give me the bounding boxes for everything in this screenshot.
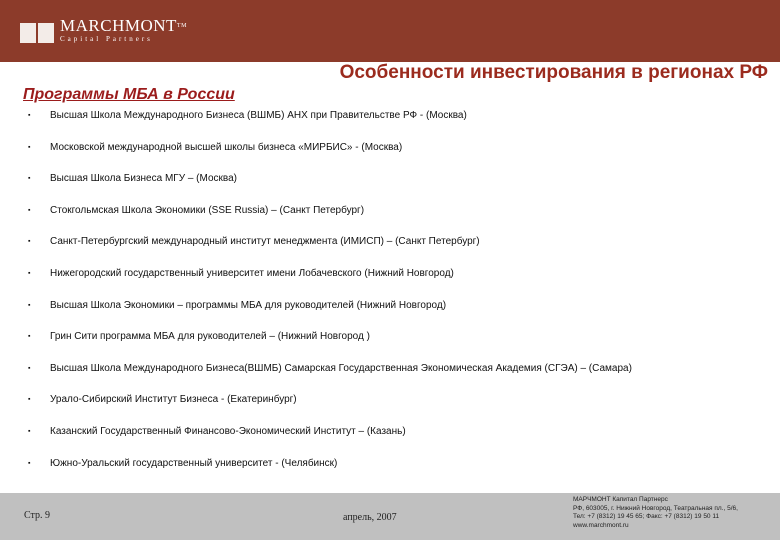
list-item-text: Высшая Школа Международного Бизнеса(ВШМБ) Самарская Государственная Экономическая Академия (СГЭА) – (Самара) xyxy=(50,362,632,374)
page-number: Стр. 9 xyxy=(24,510,51,521)
contact-address: РФ, 603005, г. Нижний Новгород, Театральная пл., 5/6, xyxy=(573,504,738,512)
bullet-icon: ▪ xyxy=(28,333,31,341)
header-bar xyxy=(0,0,780,62)
list-item xyxy=(28,458,632,490)
list-item xyxy=(28,142,632,174)
date: апрель, 2007 xyxy=(343,512,397,523)
bullet-icon: ▪ xyxy=(28,301,31,309)
list-item-text: Санкт-Петербургский международный институт менеджмента (ИМИСП) – (Санкт Петербург) xyxy=(50,236,480,248)
list-item-text: Южно-Уральский государственный университет - (Челябинск) xyxy=(50,457,338,469)
list-item xyxy=(28,300,632,332)
bullet-icon: ▪ xyxy=(28,459,31,467)
list-item xyxy=(28,394,632,426)
castle-icon xyxy=(20,19,54,43)
page-title: Особенности инвестирования в регионах РФ xyxy=(339,62,768,83)
list-item xyxy=(28,268,632,300)
logo-tm: TM xyxy=(176,23,187,29)
bullet-icon: ▪ xyxy=(28,427,31,435)
section-subtitle: Программы МБА в России xyxy=(23,86,235,103)
bullet-icon: ▪ xyxy=(28,206,31,214)
list-item-text: Московской международной высшей школы бизнеса «МИРБИС» - (Москва) xyxy=(50,141,403,153)
list-item xyxy=(28,205,632,237)
list-item xyxy=(28,173,632,205)
bullet-icon: ▪ xyxy=(28,396,31,404)
bullet-icon: ▪ xyxy=(28,238,31,246)
list-item-text: Высшая Школа Экономики – программы МБА для руководителей (Нижний Новгород) xyxy=(50,299,447,311)
bullet-icon: ▪ xyxy=(28,175,31,183)
contact-phone: Тел: +7 (8312) 19 45 65; Факс: +7 (8312) 19 50 11 xyxy=(573,513,720,520)
list-item xyxy=(28,426,632,458)
footer xyxy=(0,493,780,540)
list-item xyxy=(28,236,632,268)
list-item-text: Стокгольмская Школа Экономики (SSE Russia) – (Санкт Петербург) xyxy=(50,204,365,216)
logo-subtitle: Capital Partners xyxy=(60,35,153,43)
contact-company: МАРЧМОНТ Капитал Партнерс xyxy=(573,496,668,503)
list-item-text: Высшая Школа Бизнеса МГУ – (Москва) xyxy=(50,173,237,185)
mba-program-list xyxy=(28,110,632,489)
bullet-icon: ▪ xyxy=(28,112,31,119)
list-item-text: Казанский Государственный Финансово-Экономический Институт – (Казань) xyxy=(50,425,406,437)
marchmont-logo xyxy=(20,17,187,44)
list-item-text: Нижегородский государственный университет имени Лобачевского (Нижний Новгород) xyxy=(50,267,454,279)
bullet-icon: ▪ xyxy=(28,364,31,372)
list-item xyxy=(28,363,632,395)
list-item-text: Урало-Сибирский Институт Бизнеса - (Екатеринбург) xyxy=(50,394,297,406)
bullet-icon: ▪ xyxy=(28,269,31,277)
list-item xyxy=(28,110,632,142)
bullet-icon: ▪ xyxy=(28,143,31,151)
logo-name: MARCHMONT xyxy=(60,16,177,35)
list-item-text: Высшая Школа Международного Бизнеса (ВШМБ) АНХ при Правительстве РФ - (Москва) xyxy=(50,110,467,121)
list-item xyxy=(28,331,632,363)
contact-info xyxy=(573,496,738,530)
contact-website: www.marchmont.ru xyxy=(573,521,629,529)
list-item-text: Грин Сити программа МБА для руководителей – (Нижний Новгород ) xyxy=(50,331,370,343)
